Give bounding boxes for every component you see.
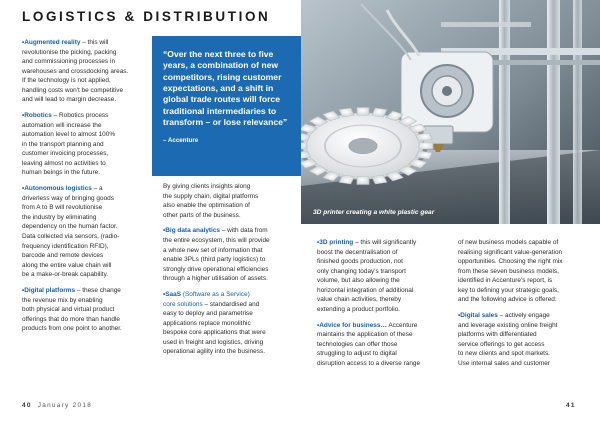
quote-attribution: – Accenture	[163, 137, 199, 145]
quote-line: “Over the next three to five	[163, 49, 274, 59]
heading-augmented-reality: Augmented reality	[24, 39, 81, 46]
text-line: human beings in the future.	[22, 169, 101, 177]
column-1	[22, 38, 150, 334]
issue-date: January 2018	[37, 402, 93, 409]
paragraph-augmented-reality	[22, 38, 150, 48]
text-line: – this will significantly	[355, 239, 417, 246]
text-line: – with data from	[221, 227, 268, 235]
text-line: the entire ecosystem, this will provide	[163, 237, 270, 245]
text-line: enable 3PLs (third party logistics) to	[163, 256, 266, 264]
text-line: horizontal integration of additional	[317, 286, 414, 294]
paragraph-advice	[317, 321, 453, 331]
text-line: other parts of the business.	[163, 211, 241, 219]
text-line: the revenue mix by enabling	[22, 296, 103, 304]
quote-line: transform – or lose relevance”	[163, 117, 288, 128]
bullet-icon: •	[22, 185, 25, 193]
text-line: key to defining your strategic goals,	[458, 286, 559, 294]
text-line: automation level to almost 100%	[22, 131, 116, 139]
saas-subtitle: (Software as a Service)	[182, 291, 250, 299]
text-line: revolutionise the picking, packing	[22, 48, 117, 56]
text-line: also enable the optimisation of	[163, 202, 250, 210]
text-line: customer invoicing processes,	[22, 150, 109, 158]
page-number-left: 40	[22, 402, 32, 409]
pull-quote	[152, 36, 301, 176]
text-line: applications replace monolithic	[163, 319, 251, 327]
text-line: strongly drive operational efficiencies	[163, 265, 269, 273]
text-line: disruption access to a diverse range	[317, 359, 421, 367]
heading-advice: Advice for business…	[319, 321, 387, 329]
text-line: warehouses and crossdocking areas.	[22, 67, 129, 75]
text-line: – a	[93, 185, 103, 193]
text-line: Accenture	[388, 321, 418, 329]
text-line: Use internal sales and customer	[458, 359, 550, 367]
quote-line: years, a combination of new	[163, 60, 279, 71]
text-line: be a make-or-break capability.	[22, 271, 109, 279]
text-line: – this will	[82, 39, 109, 46]
text-line: If the technology is not applied,	[22, 77, 111, 85]
text-line: extending a product portfolio.	[317, 305, 401, 313]
paragraph-autonomous-logistics	[22, 184, 150, 194]
quote-line: competitors, rising customer	[163, 71, 282, 82]
heading-saas: SaaS	[165, 291, 182, 299]
text-line: along the entire value chain will	[22, 261, 112, 269]
page-number-right: 41	[566, 402, 576, 409]
text-line: service offerings to get access	[458, 340, 545, 348]
text-line: and leverage existing online freight	[458, 321, 558, 329]
text-line: – these change	[76, 287, 121, 295]
text-line: the industry by eliminating	[22, 213, 97, 221]
heading-digital-platforms: Digital platforms	[24, 287, 76, 295]
text-line: both physical and virtual product	[22, 306, 115, 314]
text-line: realising significant value-generation	[458, 248, 563, 256]
text-line: – actively engage	[499, 312, 550, 320]
text-line: leaving almost no activities to	[22, 159, 106, 167]
text-line: volume, but also allowing the	[317, 277, 400, 285]
bullet-icon: •	[163, 227, 166, 235]
printer-photo	[301, 0, 600, 224]
text-line: struggling to adjust to digital	[317, 350, 397, 358]
paragraph-saas	[163, 290, 301, 300]
column-2	[163, 182, 301, 357]
bullet-icon: •	[317, 321, 320, 329]
column-3	[317, 238, 453, 368]
bullet-icon: •	[163, 291, 166, 299]
text-line: the supply chain, digital platforms	[163, 192, 259, 200]
text-line: automation will increase the	[22, 121, 102, 129]
text-line: – standardised and	[204, 300, 260, 308]
section-title: LOGISTICS & DISTRIBUTION	[22, 9, 271, 24]
text-line: frequency identification RFID),	[22, 242, 109, 250]
text-line: handling costs won't be competitive	[22, 86, 124, 94]
text-line: technologies can offer those	[317, 340, 398, 348]
text-line: only changing today's transport	[317, 267, 406, 275]
text-line: opportunities. Choosing the right mix	[458, 258, 563, 266]
text-line: operational agility into the business.	[163, 348, 265, 356]
paragraph-digital-sales	[458, 311, 592, 321]
quote-line: global trade routes will force	[163, 94, 280, 105]
text-line: value chain activities, thereby	[317, 296, 402, 304]
text-line: through a higher utilisation of assets.	[163, 275, 268, 283]
text-line: platforms with differentiated	[458, 331, 537, 339]
text-line: maintains the application of these	[317, 331, 413, 339]
bullet-icon: •	[458, 312, 461, 320]
text-line: boost the decentralisation of	[317, 248, 398, 256]
text-line: from A to B will revolutionise	[22, 204, 103, 212]
text-line: – Robotics process	[53, 112, 109, 120]
text-line: By giving clients insights along	[163, 183, 251, 190]
bullet-icon: •	[317, 239, 320, 246]
text-line	[163, 300, 301, 310]
text-line: easy to deploy and parametrise	[163, 310, 253, 318]
photo-caption: 3D printer creating a white plastic gear	[313, 209, 435, 216]
text-line: identified in Accenture's report, is	[458, 277, 553, 285]
text-line: dependency on the human factor.	[22, 223, 118, 231]
column-4	[458, 238, 592, 368]
quote-text	[163, 49, 293, 128]
text-line: finished goods production, not	[317, 258, 403, 266]
text-line: driverless way of bringing goods	[22, 194, 114, 202]
heading-digital-sales: Digital sales	[460, 312, 498, 320]
text-line: in the transport planning and	[22, 140, 104, 148]
text-line: to new clients and spot markets.	[458, 350, 550, 358]
heading-robotics: Robotics	[24, 112, 52, 120]
footer-left	[22, 402, 92, 409]
text-line: products from one point to another.	[22, 325, 122, 333]
bullet-icon: •	[22, 39, 25, 46]
3d-printer-image	[301, 0, 600, 224]
text-line: and will lead to margin decrease.	[22, 96, 117, 104]
bullet-icon: •	[22, 287, 25, 295]
text-line: bespoke core applications that were	[163, 329, 266, 337]
heading-autonomous-logistics: Autonomous logistics	[24, 185, 92, 193]
saas-subtitle-2: core solutions	[163, 300, 203, 308]
text-line: from these seven business models,	[458, 267, 559, 275]
bullet-icon: •	[22, 112, 25, 120]
text-line: Data collected via sensors, (radio-	[22, 232, 120, 240]
text-line: and commissioning processes in	[22, 58, 116, 66]
paragraph-digital-platforms	[22, 286, 150, 296]
paragraph-big-data	[163, 226, 301, 236]
text-line: offerings that do more than handle	[22, 315, 120, 323]
paragraph-3d-printing	[317, 238, 453, 248]
text-line: and the following advice is offered:	[458, 296, 557, 304]
text-line: a whole new set of information that	[163, 246, 263, 254]
paragraph-robotics	[22, 111, 150, 121]
text-line: used in freight and logistics, driving	[163, 338, 264, 346]
heading-3d-printing: 3D printing	[319, 239, 354, 246]
heading-big-data: Big data analytics	[165, 227, 221, 235]
quote-line: traditional intermediaries to	[163, 105, 277, 116]
text-line: barcode and remote devices	[22, 252, 104, 260]
text-line: of new business models capable of	[458, 239, 559, 246]
quote-line: expectations, and a shift in	[163, 83, 274, 94]
